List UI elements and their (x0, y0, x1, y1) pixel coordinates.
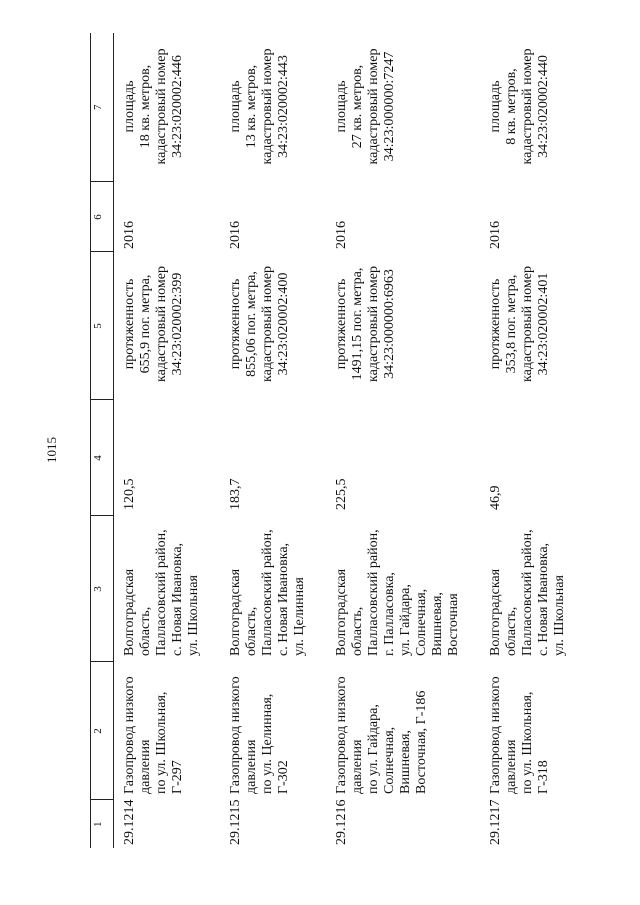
cell-line: площадь (488, 80, 503, 133)
cell-line: 8 кв. метров, (504, 68, 519, 145)
object-name-cell (220, 662, 326, 800)
cell-line: с. Новая Ивановка, (276, 542, 291, 656)
rotated-table-content (90, 33, 640, 848)
table-body (114, 33, 587, 848)
cell-line: 34:23:000000:7247 (382, 51, 397, 162)
cell-line: Восточная (446, 593, 461, 656)
cell-line: кадастровый номер (366, 48, 381, 165)
object-name-cell (480, 662, 586, 800)
cell-line: Волгоградская (122, 568, 137, 656)
cell-line: Солнечная, Вишневая, (382, 726, 413, 794)
length-cell (326, 252, 480, 400)
cell-line: 34:23:020002:399 (170, 272, 185, 376)
cell-line: с. Новая Ивановка, (536, 542, 551, 656)
cell-line: протяженность (228, 278, 243, 370)
cell-line: кадастровый номер (260, 266, 275, 382)
cell-line: 655,9 пог. метра, (138, 274, 153, 374)
cell-line: Вишневая, (430, 592, 445, 656)
value-cell: 120,5 (122, 478, 137, 510)
registry-number-cell: 29.1214 (122, 799, 137, 845)
cell-line: кадастровый номер (520, 266, 535, 382)
length-cell (220, 252, 326, 400)
cell-line: давления (244, 739, 259, 794)
address-cell (220, 516, 326, 662)
length-cell (480, 252, 586, 400)
year-cell: 2016 (334, 221, 349, 249)
cell-line: ул. Школьная (186, 575, 201, 656)
cell-line: Волгоградская (228, 568, 243, 656)
cell-line: протяженность (334, 278, 349, 370)
table-row (326, 33, 480, 848)
cell-line: г. Палласовка, (382, 572, 397, 656)
cell-line: площадь (228, 80, 243, 133)
cell-line: Волгоградская (334, 568, 349, 656)
year-cell: 2016 (122, 221, 137, 249)
cell-line: 34:23:020002:446 (170, 55, 185, 158)
area-cell (326, 33, 480, 182)
cell-line: Г-302 (276, 760, 291, 794)
registry-number-cell: 29.1216 (334, 799, 349, 845)
area-cell (220, 33, 326, 182)
table-row (220, 33, 326, 848)
registry-table (90, 33, 586, 848)
cell-line: Газопровод низкого (334, 676, 349, 794)
cell-line: кадастровый номер (260, 48, 275, 165)
cell-line: Газопровод низкого (122, 676, 137, 794)
cell-line: 34:23:020002:440 (536, 55, 551, 158)
cell-line: Палласовский район, (154, 529, 169, 656)
cell-line: по ул. Школьная, (154, 691, 169, 794)
cell-line: по ул. Целинная, (260, 693, 275, 794)
cell-line: ул. Целинная (292, 577, 307, 656)
table-header (91, 33, 114, 848)
year-cell: 2016 (228, 221, 243, 249)
cell-line: 34:23:020002:443 (276, 55, 291, 158)
page-number: 1015 (44, 437, 59, 463)
cell-line: 34:23:020002:401 (536, 272, 551, 376)
table-row (480, 33, 586, 848)
cell-line: 1491,15 пог. метра, (350, 267, 365, 381)
address-cell (326, 516, 480, 662)
cell-line: Палласовский район, (260, 529, 275, 656)
registry-number-cell: 29.1215 (228, 799, 243, 845)
column-number: 3 (91, 516, 114, 662)
value-cell: 225,5 (334, 478, 349, 510)
cell-line: кадастровый номер (366, 266, 381, 382)
cell-line: область, (504, 606, 519, 656)
column-number: 1 (91, 800, 114, 848)
cell-line: 855,06 пог. метра, (244, 271, 259, 377)
object-name-cell (326, 662, 480, 800)
cell-line: по ул. Гайдара, (366, 704, 381, 794)
cell-line: давления (504, 739, 519, 794)
cell-line: область, (244, 606, 259, 656)
cell-line: Газопровод низкого (488, 676, 503, 794)
address-cell (114, 516, 221, 662)
cell-line: площадь (334, 80, 349, 133)
cell-line: 13 кв. метров, (244, 64, 259, 149)
cell-line: ул. Школьная (552, 575, 567, 656)
value-cell: 183,7 (228, 478, 243, 510)
cell-line: протяженность (122, 278, 137, 370)
cell-line: область, (138, 606, 153, 656)
cell-line: Волгоградская (488, 568, 503, 656)
cell-line: Восточная, Г-186 (414, 690, 429, 794)
cell-line: с. Новая Ивановка, (170, 542, 185, 656)
cell-line: Палласовский район, (520, 529, 535, 656)
column-number: 2 (91, 662, 114, 800)
cell-line: давления (350, 739, 365, 794)
cell-line: 34:23:000000:6963 (382, 269, 397, 379)
area-cell (480, 33, 586, 182)
cell-line: кадастровый номер (520, 48, 535, 165)
cell-line: Г-318 (536, 760, 551, 794)
object-name-cell (114, 662, 221, 800)
address-cell (480, 516, 586, 662)
registry-number-cell: 29.1217 (488, 799, 503, 845)
area-cell (114, 33, 221, 182)
column-number: 7 (91, 33, 114, 182)
year-cell: 2016 (488, 221, 503, 249)
column-number: 4 (91, 400, 114, 516)
column-number: 5 (91, 252, 114, 400)
cell-line: 34:23:020002:400 (276, 272, 291, 376)
cell-line: кадастровый номер (154, 48, 169, 165)
cell-line: по ул. Школьная, (520, 691, 535, 794)
cell-line: 27 кв. метров, (350, 64, 365, 149)
cell-line: Г-297 (170, 760, 185, 794)
length-cell (114, 252, 221, 400)
value-cell: 46,9 (488, 485, 503, 510)
cell-line: область, (350, 606, 365, 656)
cell-line: Солнечная, (414, 588, 429, 656)
cell-line: 353,8 пог. метра, (504, 274, 519, 374)
cell-line: Палласовский район, (366, 529, 381, 656)
cell-line: Газопровод низкого (228, 676, 243, 794)
rotated-table-frame (90, 33, 640, 848)
cell-line: 18 кв. метров, (138, 64, 153, 149)
column-number: 6 (91, 182, 114, 252)
column-number-row (91, 33, 114, 848)
cell-line: площадь (122, 80, 137, 133)
cell-line: давления (138, 739, 153, 794)
table-row (114, 33, 221, 848)
cell-line: кадастровый номер (154, 266, 169, 382)
cell-line: ул. Гайдара, (398, 584, 413, 656)
cell-line: протяженность (488, 278, 503, 370)
